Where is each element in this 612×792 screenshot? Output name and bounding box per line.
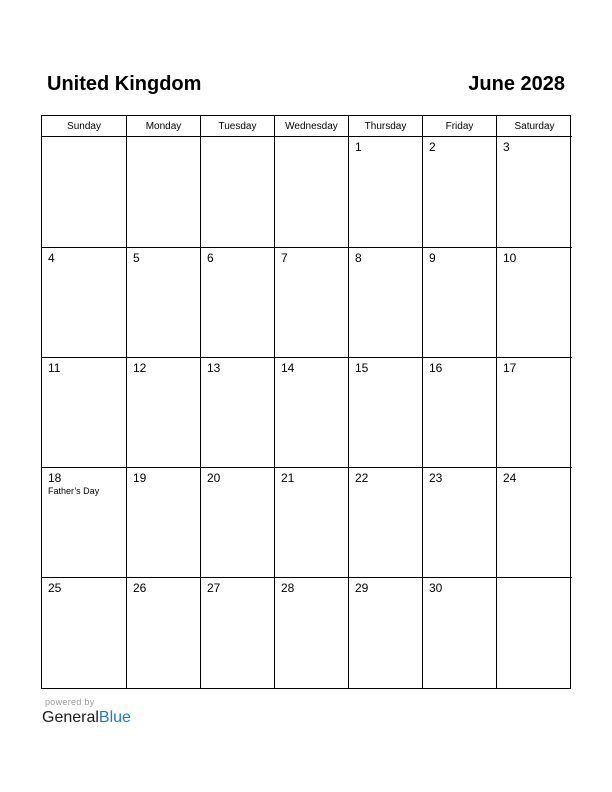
- day-number: 7: [281, 251, 288, 265]
- day-number: 17: [503, 361, 517, 375]
- month-year-title: June 2028: [468, 73, 565, 95]
- brand-blue-text: Blue: [98, 709, 131, 726]
- weekday-header-sunday: Sunday: [42, 116, 127, 137]
- day-number: 2: [429, 140, 436, 154]
- day-number: 5: [133, 251, 140, 265]
- day-cell: [201, 578, 275, 688]
- day-cell: [127, 358, 201, 468]
- day-number: 25: [48, 581, 62, 595]
- weekday-header-saturday: Saturday: [497, 116, 572, 137]
- day-number: 4: [48, 251, 55, 265]
- generalblue-logo[interactable]: [42, 708, 131, 728]
- day-cell: [497, 468, 572, 578]
- day-number: 20: [207, 471, 221, 485]
- holiday-label: Father’s Day: [48, 486, 100, 496]
- day-cell: [423, 248, 497, 358]
- day-number: 6: [207, 251, 214, 265]
- day-cell: [201, 358, 275, 468]
- day-cell: [42, 468, 127, 578]
- day-cell: [275, 468, 349, 578]
- day-cell: [201, 468, 275, 578]
- day-cell: [201, 137, 275, 248]
- powered-by-label: powered by: [45, 697, 95, 707]
- day-number: 22: [355, 471, 369, 485]
- day-cell: [497, 248, 572, 358]
- day-cell: [497, 137, 572, 248]
- day-number: 28: [281, 581, 295, 595]
- day-cell: [349, 468, 423, 578]
- day-cell: [127, 468, 201, 578]
- day-cell: [349, 248, 423, 358]
- day-number: 15: [355, 361, 369, 375]
- country-title: United Kingdom: [47, 73, 202, 95]
- day-cell: [423, 137, 497, 248]
- day-cell: [423, 468, 497, 578]
- day-number: 1: [355, 140, 362, 154]
- day-cell: [127, 578, 201, 688]
- day-cell: [275, 137, 349, 248]
- day-cell: [423, 578, 497, 688]
- day-cell: [275, 248, 349, 358]
- day-number: 23: [429, 471, 443, 485]
- day-cell: [42, 137, 127, 248]
- weekday-header-friday: Friday: [423, 116, 497, 137]
- day-number: 27: [207, 581, 221, 595]
- calendar-grid: [41, 115, 571, 689]
- weekday-header-monday: Monday: [127, 116, 201, 137]
- day-number: 21: [281, 471, 295, 485]
- day-cell: [349, 137, 423, 248]
- day-number: 3: [503, 140, 510, 154]
- day-number: 9: [429, 251, 436, 265]
- day-number: 18: [48, 471, 62, 485]
- day-number: 26: [133, 581, 147, 595]
- weekday-header-wednesday: Wednesday: [275, 116, 349, 137]
- day-number: 24: [503, 471, 517, 485]
- weekday-header-thursday: Thursday: [349, 116, 423, 137]
- day-cell: [127, 137, 201, 248]
- day-cell: [349, 358, 423, 468]
- day-number: 8: [355, 251, 362, 265]
- day-cell: [275, 358, 349, 468]
- day-number: 16: [429, 361, 443, 375]
- day-cell: [349, 578, 423, 688]
- day-number: 10: [503, 251, 517, 265]
- day-cell: [42, 358, 127, 468]
- brand-general-text: General: [42, 709, 99, 726]
- day-number: 14: [281, 361, 295, 375]
- weekday-header-tuesday: Tuesday: [201, 116, 275, 137]
- day-cell: [201, 248, 275, 358]
- day-number: 12: [133, 361, 147, 375]
- day-number: 13: [207, 361, 221, 375]
- day-cell: [497, 578, 572, 688]
- day-number: 19: [133, 471, 147, 485]
- day-cell: [275, 578, 349, 688]
- day-cell: [42, 248, 127, 358]
- day-number: 30: [429, 581, 443, 595]
- day-number: 11: [48, 361, 61, 375]
- day-cell: [42, 578, 127, 688]
- day-cell: [127, 248, 201, 358]
- day-number: 29: [355, 581, 369, 595]
- day-cell: [497, 358, 572, 468]
- day-cell: [423, 358, 497, 468]
